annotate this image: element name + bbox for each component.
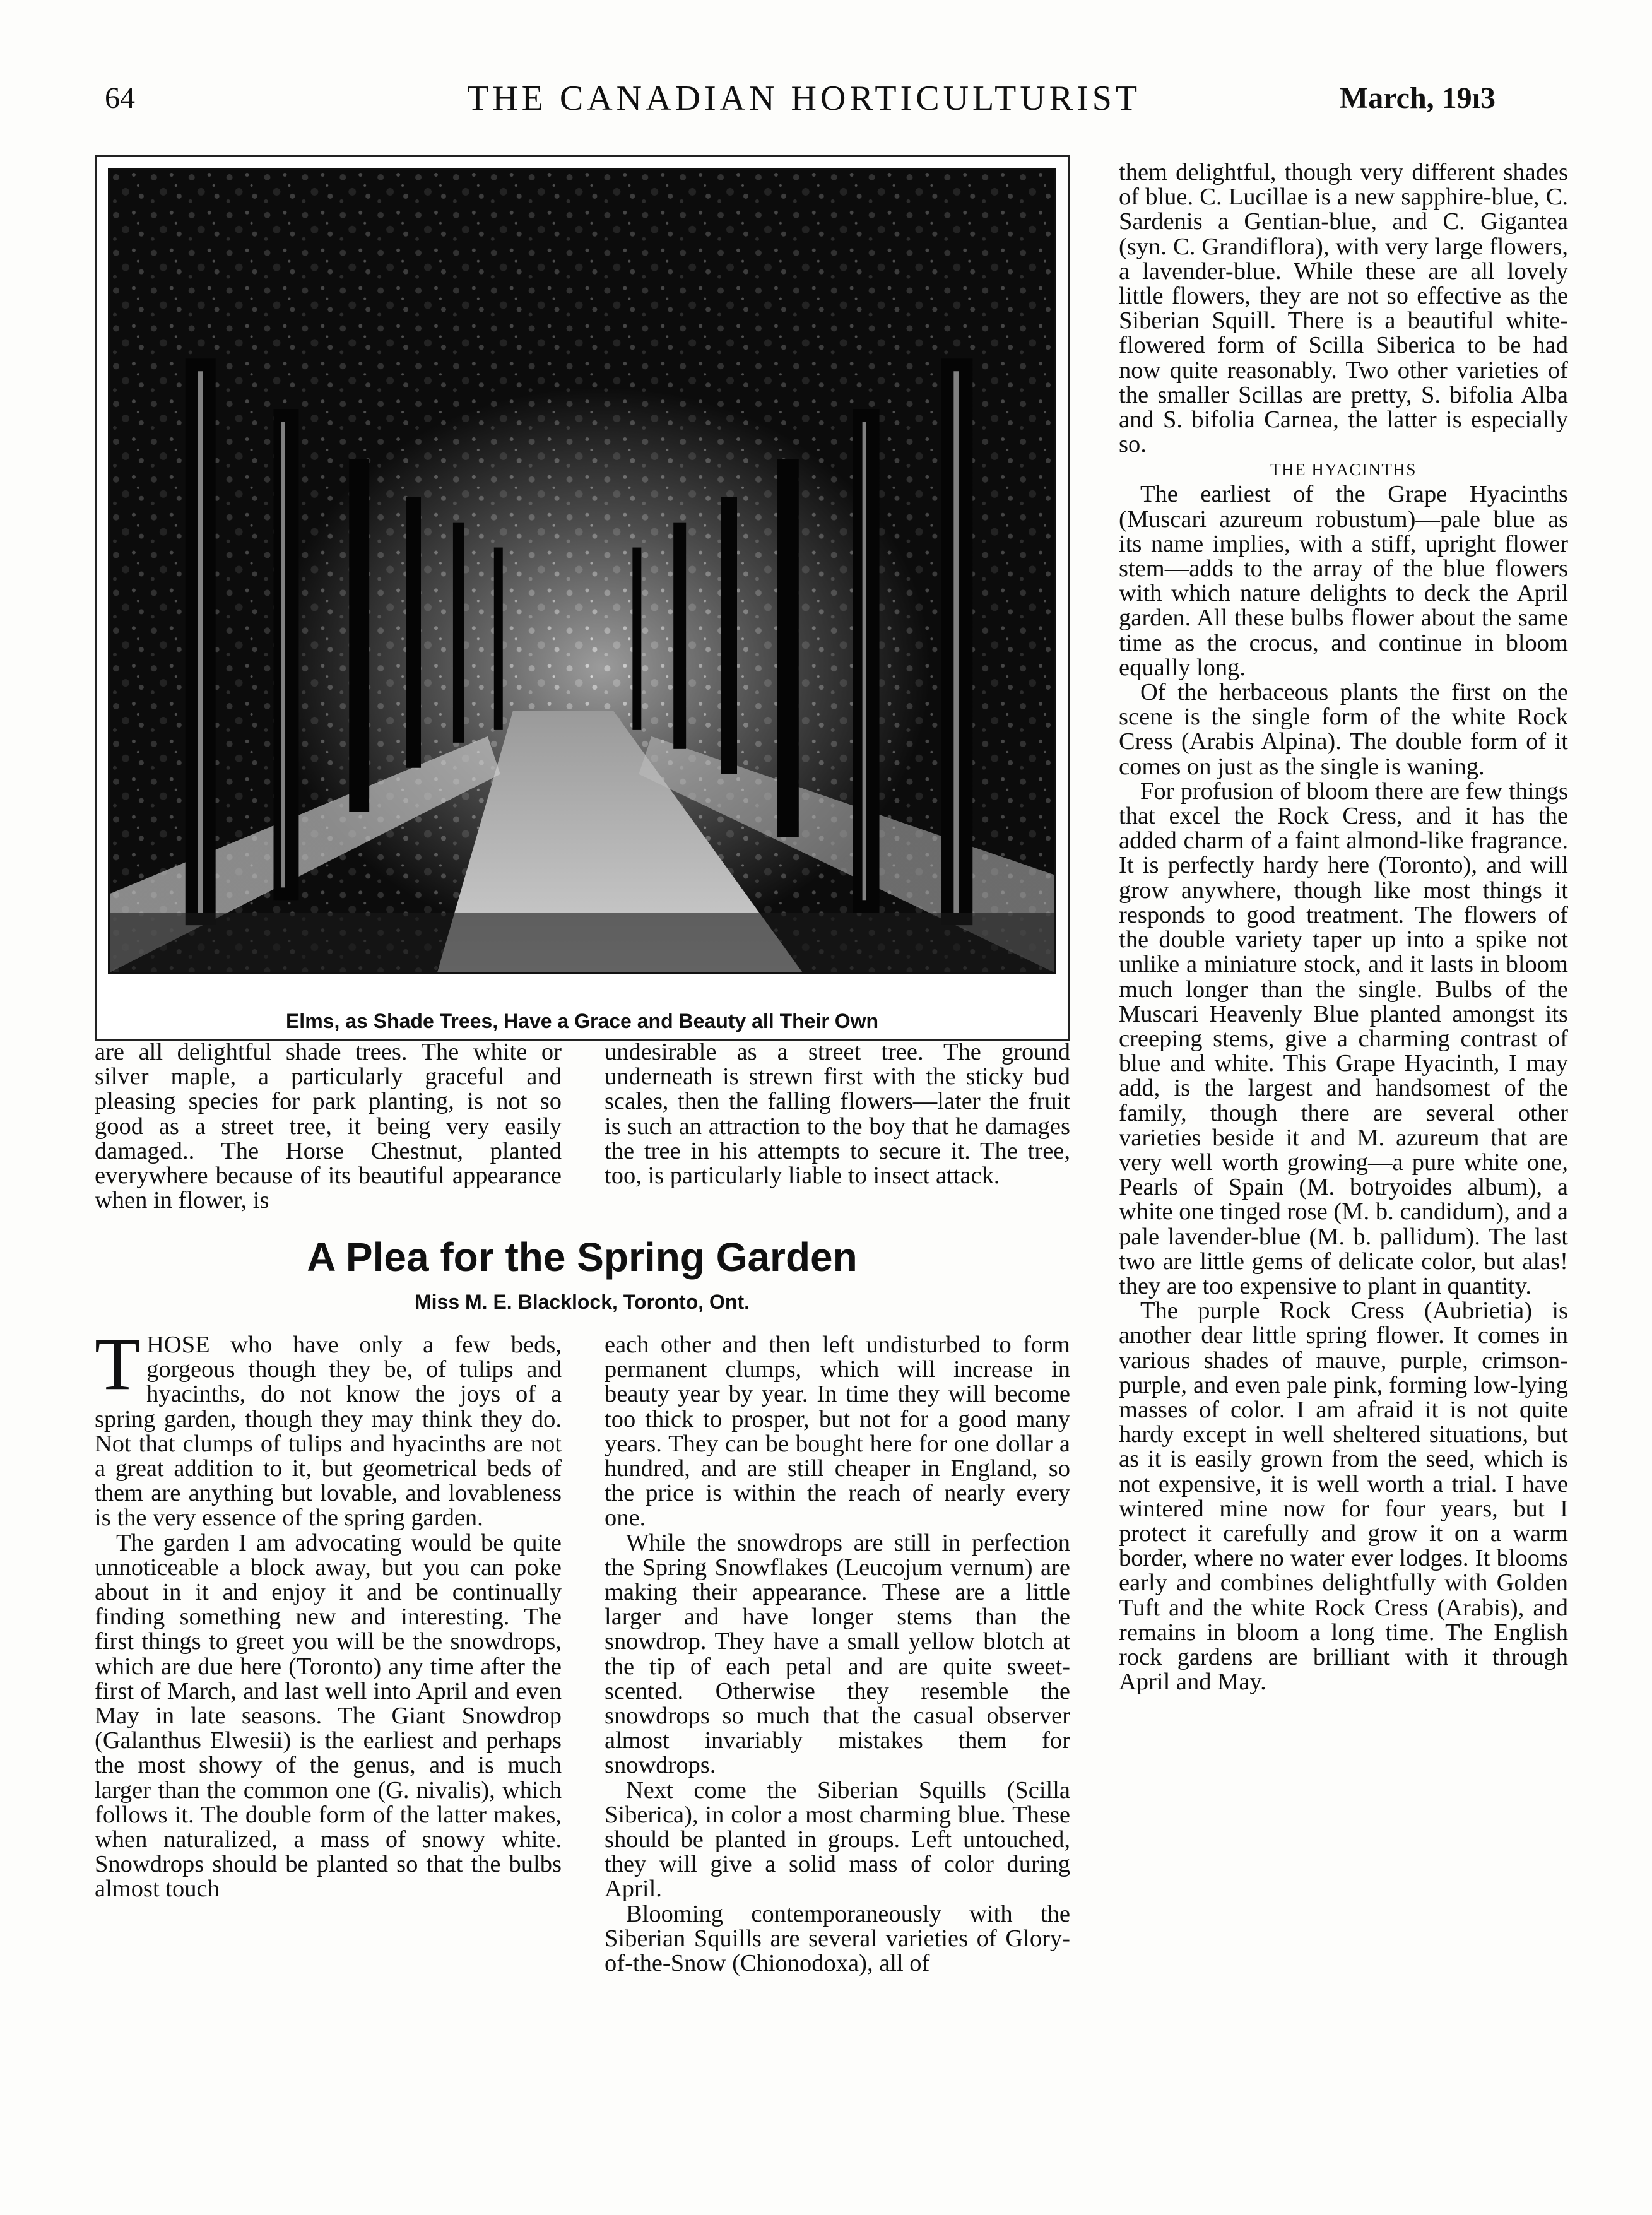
paragraph: The garden I am advocating would be quite unnoticeable a block away, but you can poke about in it and enjoy it and be continually finding something new and interesting. The first things to greet you will be the snowdrops, which are due here (Toronto) any time after the first of March, and last well into April and even May in late seasons. The Giant Snowdrop (Galanthus Elwesii) is the earliest and perhaps the most showy of the genus, and is much larger than the common one (G. nivalis), which follows it. The double form of the latter makes, when naturalized, a mass of snowy white. Snowdrops should be planted so that the bulbs almost touch bbox=[95, 1529, 562, 1903]
drop-cap: T bbox=[95, 1323, 141, 1405]
paragraph: The purple Rock Cress (Aubrietia) is another dear little spring flower. It comes in various shades of mauve, purple, crimson-purple, and even pale pink, forming low-lying masses of color. I am afraid it is not quite hardy except in well sheltered situations, but as it is easily grown from the seed, which is not expensive, it is well worth a trial. I have wintered mine now for four years, but I protect it carefully and grow it on a warm border, where no water ever lodges. It blooms early and combines delightfully with Golden Tuft and the white Rock Cress (Arabis), and remains in bloom a long time. The English rock gardens are brilliant with it through April and May. bbox=[1119, 1297, 1568, 1696]
top-left-column bbox=[95, 1040, 562, 1213]
top-middle-column bbox=[605, 1040, 1070, 1188]
paragraph: them delightful, though very different shades of blue. C. Lucillae is a new sapphire-blue, C. Sardenis a Gentian-blue, and C. Gigantea (syn. C. Grandiflora), with very large flowers, a lavender-blue. While these are all lovely little flowers, they are not so effective as the Siberian Squill. There is a beautiful white-flowered form of Scilla Siberica to be had now quite reasonably. Two other varieties of the smaller Scillas are pretty, S. bifolia Alba and S. bifolia Carnea, the latter is especially so. bbox=[1119, 159, 1568, 458]
paragraph: undesirable as a street tree. The ground underneath is strewn first with the sticky bud scales, then the falling flowers—later the fruit is such an attraction to the boy that he damages the tree in his attempts to secure it. The tree, too, is particularly liable to insect attack. bbox=[605, 1039, 1070, 1190]
paragraph: THOSE who have only a few beds, gorgeous though they be, of tulips and hyacinths, do not know the joys of a spring garden, though they may think they do. Not that clumps of tulips and hyacinths are not a great addition to it, but geometrical beds of them are anything but lovable, and lovableness is the very essence of the spring garden. bbox=[95, 1323, 562, 1532]
photo-caption: Elms, as Shade Trees, Have a Grace and Beauty all Their Own bbox=[285, 1010, 879, 1032]
page-number: 64 bbox=[105, 81, 135, 115]
photo-figure bbox=[95, 155, 1070, 1041]
article-title: A Plea for the Spring Garden bbox=[307, 1234, 858, 1280]
paragraph: While the snowdrops are still in perfection the Spring Snowflakes (Leucojum vernum) are making their appearance. These are a little larger and have longer stems than the snowdrop. They have a small yellow blotch at the tip of each petal and are quite sweet-scented. Otherwise they resemble the snowdrops so much that the casual observer almost invariably mistakes them for snowdrops. bbox=[605, 1529, 1070, 1779]
section-subheading: THE HYACINTHS bbox=[1270, 460, 1417, 480]
issue-date: March, 19ı3 bbox=[1339, 81, 1496, 115]
paragraph: are all delightful shade trees. The white or silver maple, a particularly graceful and pleasing species for park planting, is not so good as a street tree, it being very easily damaged.. The Horse Chestnut, planted everywhere because of its beautiful appearance when in flower, is bbox=[95, 1039, 562, 1214]
paragraph: The earliest of the Grape Hyacinths (Muscari azureum robustum)—pale blue as its name implies, with a stiff, upright flower stem—adds to the array of the blue flowers with which nature delights to deck the April garden. All these bulbs flower about the same time as the crocus, and continue in bloom equally long. bbox=[1119, 481, 1568, 681]
paragraph: Of the herbaceous plants the first on the scene is the single form of the white Rock Cress (Arabis Alpina). The double form of it comes on just as the single is waning. bbox=[1119, 679, 1568, 780]
article-right-column bbox=[1119, 160, 1568, 1694]
tree-lined-street-image bbox=[110, 170, 1054, 972]
running-title: THE CANADIAN HORTICULTURIST bbox=[467, 79, 1142, 118]
article-left-column bbox=[95, 1323, 562, 1903]
paragraph: Blooming contemporaneously with the Siberian Squills are several varieties of Glory-of-the-Snow (Chionodoxa), all of bbox=[605, 1900, 1070, 1977]
elm-avenue-photo bbox=[108, 168, 1056, 974]
paragraph: For profusion of bloom there are few things that excel the Rock Cress, and it has the added charm of a faint almond-like fragrance. It is perfectly hardy here (Toronto), and will grow anywhere, though like most things it responds to good treatment. The flowers of the double variety taper up into a spike not unlike a miniature stock, and it lasts in bloom much longer than the single. Bulbs of the Muscari Heavenly Blue planted amongst its creeping stems, give a charming contrast of blue and white. This Grape Hyacinth, I may add, is the largest and handsomest of the family, though there are several other varieties beside it and M. azureum that are very well worth growing—a pure white one, Pearls of Spain (M. botryoides album), a white one tinged rose (M. b. candidum), and a pale lavender-blue (M. b. pallidum). The last two are little gems of delicate color, but alas! they are too expensive to plant in quantity. bbox=[1119, 777, 1568, 1299]
article-middle-column bbox=[605, 1333, 1070, 1976]
paragraph: Next come the Siberian Squills (Scilla Siberica), in color a most charming blue. These should be planted in groups. Left untouched, they will give a solid mass of color during April. bbox=[605, 1776, 1070, 1903]
paragraph: each other and then left undisturbed to form permanent clumps, which will increase in beauty year by year. In time they will become too thick to prosper, but not for a good many years. They can be bought here for one dollar a hundred, and are still cheaper in England, so the price is within the reach of nearly every one. bbox=[605, 1332, 1070, 1532]
article-byline: Miss M. E. Blacklock, Toronto, Ont. bbox=[414, 1291, 750, 1313]
